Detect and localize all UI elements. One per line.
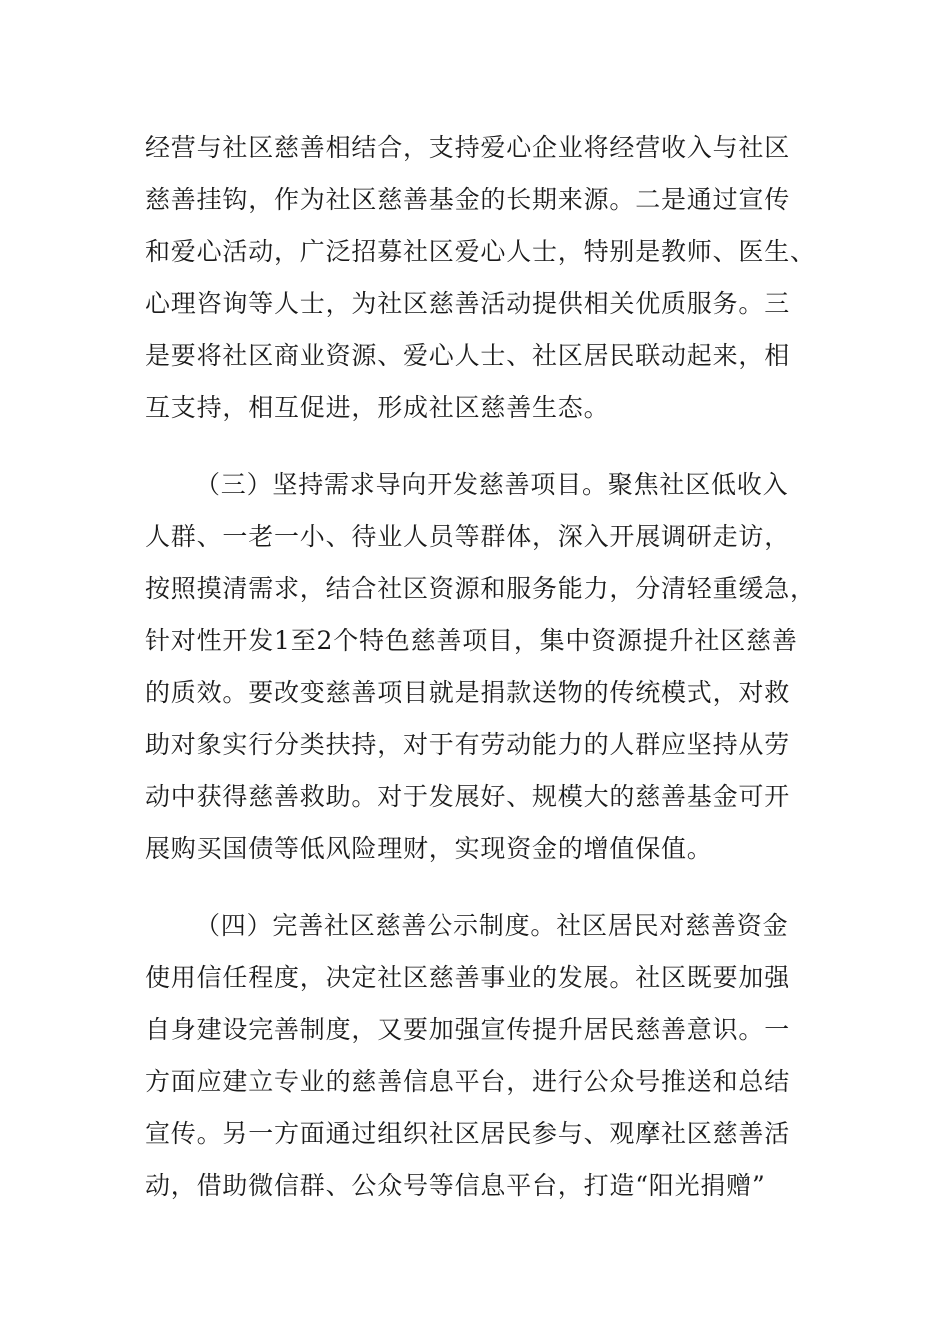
text-line: 慈善挂钩，作为社区慈善基金的长期来源。二是通过宣传 <box>145 185 791 214</box>
text-line: 经营与社区慈善相结合，支持爱心企业将经营收入与社区 <box>145 133 791 162</box>
text-line: 动，借助微信群、公众号等信息平台，打造“阳光捐赠” <box>145 1171 766 1200</box>
text-line: 助对象实行分类扶持，对于有劳动能力的人群应坚持从劳 <box>145 730 791 759</box>
text-line: 人群、一老一小、待业人员等群体，深入开展调研走访， <box>145 522 791 551</box>
text-line: 展购买国债等低风险理财，实现资金的增值保值。 <box>145 834 713 863</box>
text-line: 方面应建立专业的慈善信息平台，进行公众号推送和总结 <box>145 1067 791 1096</box>
text-line: （三）坚持需求导向开发慈善项目。聚焦社区低收入 <box>195 470 789 499</box>
text-line: 按照摸清需求，结合社区资源和服务能力，分清轻重缓急， <box>145 574 816 603</box>
text-line: 自身建设完善制度，又要加强宣传提升居民慈善意识。一 <box>145 1015 791 1044</box>
text-line: 动中获得慈善救助。对于发展好、规模大的慈善基金可开 <box>145 782 791 811</box>
text-line: 和爱心活动，广泛招募社区爱心人士，特别是教师、医生、 <box>145 237 816 266</box>
text-line: 宣传。另一方面通过组织社区居民参与、观摩社区慈善活 <box>145 1119 791 1148</box>
text-line: 使用信任程度，决定社区慈善事业的发展。社区既要加强 <box>145 963 791 992</box>
text-line: 是要将社区商业资源、爱心人士、社区居民联动起来，相 <box>145 341 791 370</box>
text-line: 针对性开发1至2个特色慈善项目，集中资源提升社区慈善 <box>145 626 798 655</box>
text-line: （四）完善社区慈善公示制度。社区居民对慈善资金 <box>195 911 789 940</box>
text-line: 的质效。要改变慈善项目就是捐款送物的传统模式，对救 <box>145 678 791 707</box>
text-line: 心理咨询等人士，为社区慈善活动提供相关优质服务。三 <box>145 289 791 318</box>
text-line: 互支持，相互促进，形成社区慈善生态。 <box>145 393 610 422</box>
